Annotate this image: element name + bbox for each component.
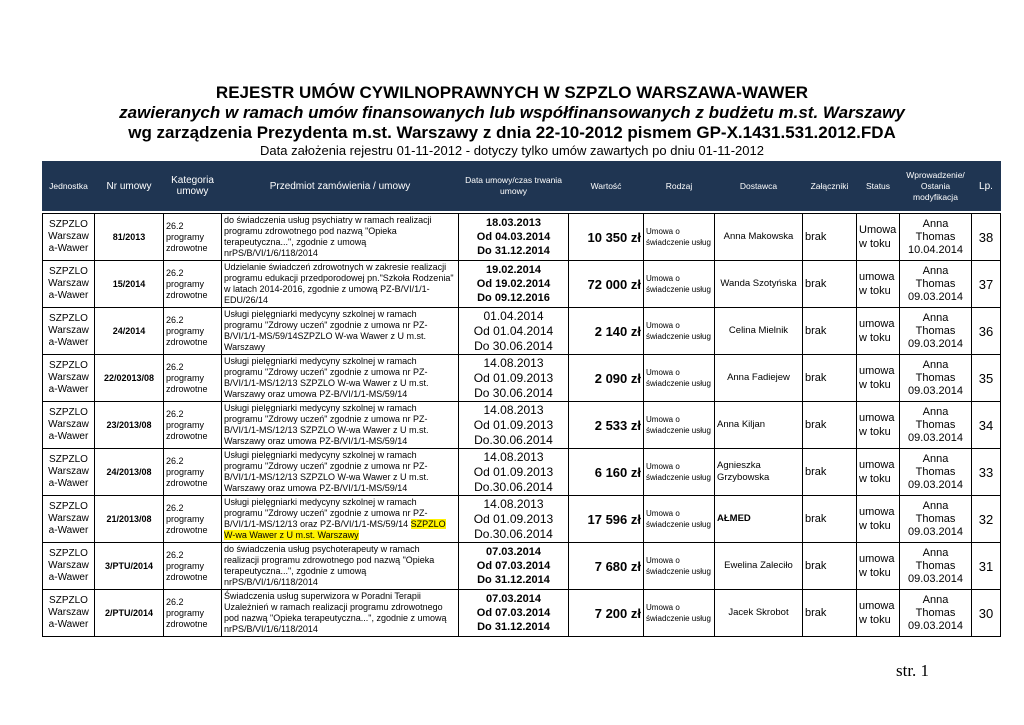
cell-dostawca: Anna Fadiejew xyxy=(715,355,803,402)
cell-data xyxy=(459,590,569,637)
date-signed: 14.08.2013 xyxy=(483,402,544,417)
cell-rodzaj: Umowa o świadczenie usług xyxy=(644,308,715,355)
cell-nr: 2/PTU/2014 xyxy=(95,590,164,637)
table-row xyxy=(43,496,1001,543)
contracts-table xyxy=(42,161,1001,637)
cell-nr: 24/2014 xyxy=(95,308,164,355)
date-signed: 07.03.2014 xyxy=(485,593,542,605)
cell-nr: 22/02013/08 xyxy=(95,355,164,402)
date-to: Do 30.06.2014 xyxy=(474,338,553,353)
cell-status: umowa w toku xyxy=(857,496,900,543)
cell-data xyxy=(459,496,569,543)
cell-jednostka: SZPZLO Warszaw a-Wawer xyxy=(43,402,95,449)
subject-text: Udzielanie świadczeń zdrowotnych w zakresie realizacji programu edukacji przedporodowej pn."Szkoła Rodzenia" w latach 2014-2016, zgodnie z umową PZ-B/VI/1/1-EDU/26/14 xyxy=(224,262,454,305)
cell-lp: 31 xyxy=(972,543,1001,590)
cell-przedmiot xyxy=(222,543,459,590)
col-wartosc: Wartość xyxy=(569,162,644,211)
date-signed: 07.03.2014 xyxy=(485,546,542,558)
cell-kategoria: 26.2 programy zdrowotne xyxy=(164,214,222,261)
subject-text: Świadczenia usług superwizora w Poradni Terapii Uzależnień w ramach realizacji programu zdrowotnego pod nazwą "Opieka terapeutyczna...", zgodnie z umową nrPS/B/VI/1/6/118/2014 xyxy=(224,591,447,634)
cell-data xyxy=(459,402,569,449)
col-zalaczniki: Załączniki xyxy=(803,162,857,211)
cell-lp: 30 xyxy=(972,590,1001,637)
subject-text: Usługi pielęgniarki medycyny szkolnej w ramach programu "Zdrowy uczeń" zgodnie z umowa nr PZ-B/VI/1/1-MS/12/13 SZPZLO W-wa Wawer z U m.st. Warszawy oraz umowa PZ-B/VI/1/1-MS/59/14 xyxy=(224,356,429,399)
col-kategoria: Kategoria umowy xyxy=(164,162,222,211)
table-row xyxy=(43,402,1001,449)
cell-kategoria: 26.2 programy zdrowotne xyxy=(164,449,222,496)
date-signed: 19.02.2014 xyxy=(485,264,542,276)
cell-wartosc: 72 000 zł xyxy=(569,261,644,308)
cell-jednostka: SZPZLO Warszaw a-Wawer xyxy=(43,261,95,308)
col-wprowadzenie: Wprowadzenie/ Ostania modyfikacja xyxy=(900,162,972,211)
cell-lp: 34 xyxy=(972,402,1001,449)
cell-kategoria: 26.2 programy zdrowotne xyxy=(164,496,222,543)
date-signed: 18.03.2013 xyxy=(485,217,542,229)
cell-nr: 81/2013 xyxy=(95,214,164,261)
date-from: Od 01.09.2013 xyxy=(473,464,554,479)
cell-rodzaj: Umowa o świadczenie usług xyxy=(644,214,715,261)
date-from: Od 01.09.2013 xyxy=(473,417,554,432)
subject-text: Usługi pielęgniarki medycyny szkolnej w ramach programu "Zdrowy uczeń" zgodnie z umowa nr PZ-B/VI/1/1-MS/12/13 SZPZLO W-wa Wawer z U m.st. Warszawy oraz umowa PZ-B/VI/1/1-MS/59/14 xyxy=(224,403,429,446)
date-to: Do.30.06.2014 xyxy=(474,432,553,447)
cell-status: umowa w toku xyxy=(857,308,900,355)
cell-przedmiot xyxy=(222,214,459,261)
cell-przedmiot xyxy=(222,355,459,402)
cell-wprowadzenie: Anna Thomas 09.03.2014 xyxy=(900,308,972,355)
cell-wprowadzenie: Anna Thomas 09.03.2014 xyxy=(900,496,972,543)
cell-zalaczniki: brak xyxy=(803,543,857,590)
cell-status: Umowa w toku xyxy=(857,214,900,261)
date-to: Do 31.12.2014 xyxy=(477,245,550,257)
cell-lp: 35 xyxy=(972,355,1001,402)
cell-wprowadzenie: Anna Thomas 09.03.2014 xyxy=(900,355,972,402)
cell-lp: 32 xyxy=(972,496,1001,543)
date-from: Od 01.09.2013 xyxy=(473,511,554,526)
subject-text: do świadczenia usług psychoterapeuty w ramach realizacji programu zdrowotnego pod nazwą "Opieka terapeutyczna...", zgodnie z umową nrPS/B/VI/1/6/118/2014 xyxy=(224,544,435,587)
cell-jednostka: SZPZLO Warszaw a-Wawer xyxy=(43,496,95,543)
date-from: Od 19.02.2014 xyxy=(476,278,551,290)
cell-wartosc: 2 090 zł xyxy=(569,355,644,402)
subject-text: Usługi pielęgniarki medycyny szkolnej w ramach programu "Zdrowy uczeń" zgodnie z umowa nr PZ-B/VI/1/1-MS/12/13 SZPZLO W-wa Wawer z U m.st. Warszawy oraz umowa PZ-B/VI/1/1-MS/59/14 xyxy=(224,450,429,493)
col-dostawca: Dostawca xyxy=(715,162,803,211)
cell-nr: 24/2013/08 xyxy=(95,449,164,496)
cell-przedmiot xyxy=(222,590,459,637)
col-data: Data umowy/czas trwania umowy xyxy=(459,162,569,211)
cell-dostawca: Anna Makowska xyxy=(715,214,803,261)
date-signed: 01.04.2014 xyxy=(483,308,544,323)
cell-nr: 3/PTU/2014 xyxy=(95,543,164,590)
cell-jednostka: SZPZLO Warszaw a-Wawer xyxy=(43,590,95,637)
cell-kategoria: 26.2 programy zdrowotne xyxy=(164,590,222,637)
cell-kategoria: 26.2 programy zdrowotne xyxy=(164,355,222,402)
date-to: Do.30.06.2014 xyxy=(474,479,553,494)
page-number: str. 1 xyxy=(896,661,930,680)
table-row xyxy=(43,355,1001,402)
cell-wartosc: 10 350 zł xyxy=(569,214,644,261)
cell-wartosc: 6 160 zł xyxy=(569,449,644,496)
cell-lp: 38 xyxy=(972,214,1001,261)
cell-data xyxy=(459,214,569,261)
cell-data xyxy=(459,308,569,355)
cell-dostawca: Ewelina Zaleciło xyxy=(715,543,803,590)
subject-text: Usługi pielęgniarki medycyny szkolnej w ramach programu "Zdrowy uczeń" zgodnie z umowa nr PZ-B/VI/1/1-MS/12/13 oraz PZ-B/VI/1/1-MS/59/14 xyxy=(224,497,428,529)
date-signed: 14.08.2013 xyxy=(483,355,544,370)
cell-zalaczniki: brak xyxy=(803,214,857,261)
col-jednostka: Jednostka xyxy=(43,162,95,211)
col-status: Status xyxy=(857,162,900,211)
cell-status: umowa w toku xyxy=(857,449,900,496)
table-row xyxy=(43,449,1001,496)
date-to: Do 31.12.2014 xyxy=(477,621,550,633)
cell-wprowadzenie: Anna Thomas 09.03.2014 xyxy=(900,543,972,590)
cell-kategoria: 26.2 programy zdrowotne xyxy=(164,308,222,355)
cell-lp: 33 xyxy=(972,449,1001,496)
col-lp: Lp. xyxy=(972,162,1001,211)
cell-przedmiot xyxy=(222,308,459,355)
cell-rodzaj: Umowa o świadczenie usług xyxy=(644,261,715,308)
col-przedmiot: Przedmiot zamówienia / umowy xyxy=(222,162,459,211)
cell-rodzaj: Umowa o świadczenie usług xyxy=(644,496,715,543)
cell-rodzaj: Umowa o świadczenie usług xyxy=(644,449,715,496)
cell-wprowadzenie: Anna Thomas 09.03.2014 xyxy=(900,261,972,308)
cell-zalaczniki: brak xyxy=(803,402,857,449)
table-body xyxy=(43,214,1001,637)
cell-dostawca: Jacek Skrobot xyxy=(715,590,803,637)
cell-wartosc: 2 533 zł xyxy=(569,402,644,449)
date-from: Od 01.09.2013 xyxy=(473,370,554,385)
cell-zalaczniki: brak xyxy=(803,355,857,402)
cell-dostawca: Wanda Szotyńska xyxy=(715,261,803,308)
subject-highlight: SZPZLO W-wa Wawer z U m.st. Warszawy xyxy=(224,519,446,540)
cell-wprowadzenie: Anna Thomas 09.03.2014 xyxy=(900,590,972,637)
cell-status: umowa w toku xyxy=(857,543,900,590)
date-signed: 14.08.2013 xyxy=(483,496,544,511)
table-row xyxy=(43,214,1001,261)
cell-wartosc: 2 140 zł xyxy=(569,308,644,355)
cell-przedmiot xyxy=(222,402,459,449)
cell-zalaczniki: brak xyxy=(803,261,857,308)
cell-lp: 37 xyxy=(972,261,1001,308)
cell-jednostka: SZPZLO Warszaw a-Wawer xyxy=(43,355,95,402)
cell-lp: 36 xyxy=(972,308,1001,355)
table-row xyxy=(43,590,1001,637)
cell-wprowadzenie: Anna Thomas 09.03.2014 xyxy=(900,449,972,496)
cell-data xyxy=(459,449,569,496)
cell-rodzaj: Umowa o świadczenie usług xyxy=(644,590,715,637)
subject-text: do świadczenia usług psychiatry w ramach realizacji programu zdrowotnego pod nazwą "Opieka terapeutyczna...", zgodnie z umową nrPS/B/VI/1/6/118/2014 xyxy=(224,215,432,258)
regulation-line: wg zarządzenia Prezydenta m.st. Warszawy z dnia 22-10-2012 pismem GP-X.1431.531.2012.FDA xyxy=(128,123,896,142)
cell-jednostka: SZPZLO Warszaw a-Wawer xyxy=(43,543,95,590)
cell-dostawca: AŁMED xyxy=(715,496,803,543)
cell-status: umowa w toku xyxy=(857,590,900,637)
date-to: Do 31.12.2014 xyxy=(477,574,550,586)
table-row xyxy=(43,543,1001,590)
cell-jednostka: SZPZLO Warszaw a-Wawer xyxy=(43,308,95,355)
cell-wprowadzenie: Anna Thomas 09.03.2014 xyxy=(900,402,972,449)
cell-kategoria: 26.2 programy zdrowotne xyxy=(164,261,222,308)
table-header xyxy=(43,162,1001,211)
date-signed: 14.08.2013 xyxy=(483,449,544,464)
date-from: Od 07.03.2014 xyxy=(476,607,551,619)
cell-jednostka: SZPZLO Warszaw a-Wawer xyxy=(43,449,95,496)
cell-status: umowa w toku xyxy=(857,355,900,402)
cell-przedmiot xyxy=(222,496,459,543)
date-from: Od 04.03.2014 xyxy=(476,231,551,243)
cell-data xyxy=(459,261,569,308)
page-subtitle: zawieranych w ramach umów finansowanych lub współfinansowanych z budżetu m.st. Warszawy xyxy=(119,103,905,122)
cell-status: umowa w toku xyxy=(857,261,900,308)
cell-przedmiot xyxy=(222,261,459,308)
cell-dostawca: Anna Kiljan xyxy=(715,402,803,449)
cell-rodzaj: Umowa o świadczenie usług xyxy=(644,355,715,402)
cell-data xyxy=(459,355,569,402)
date-from: Od 01.04.2014 xyxy=(473,323,554,338)
date-from: Od 07.03.2014 xyxy=(476,560,551,572)
register-note: Data założenia rejestru 01-11-2012 - dotyczy tylko umów zawartych po dniu 01-11-2012 xyxy=(260,143,764,158)
cell-nr: 21/2013/08 xyxy=(95,496,164,543)
date-to: Do.30.06.2014 xyxy=(474,526,553,541)
cell-dostawca: Agnieszka Grzybowska xyxy=(715,449,803,496)
cell-status: umowa w toku xyxy=(857,402,900,449)
cell-kategoria: 26.2 programy zdrowotne xyxy=(164,402,222,449)
cell-data xyxy=(459,543,569,590)
date-to: Do 09.12.2016 xyxy=(477,292,550,304)
document-header xyxy=(0,82,1024,158)
cell-wartosc: 7 200 zł xyxy=(569,590,644,637)
table-row xyxy=(43,308,1001,355)
cell-rodzaj: Umowa o świadczenie usług xyxy=(644,543,715,590)
cell-zalaczniki: brak xyxy=(803,496,857,543)
table-row xyxy=(43,261,1001,308)
cell-zalaczniki: brak xyxy=(803,449,857,496)
cell-nr: 15/2014 xyxy=(95,261,164,308)
cell-zalaczniki: brak xyxy=(803,308,857,355)
col-rodzaj: Rodzaj xyxy=(644,162,715,211)
col-nr: Nr umowy xyxy=(95,162,164,211)
cell-nr: 23/2013/08 xyxy=(95,402,164,449)
cell-jednostka: SZPZLO Warszaw a-Wawer xyxy=(43,214,95,261)
cell-wprowadzenie: Anna Thomas 10.04.2014 xyxy=(900,214,972,261)
cell-wartosc: 7 680 zł xyxy=(569,543,644,590)
subject-text: Usługi pielęgniarki medycyny szkolnej w ramach programu "Zdrowy uczeń" zgodnie z umowa nr PZ-B/VI/1/1-MS/59/14SZPZLO W-wa Wawer z U m.st. Warszawy xyxy=(224,309,428,352)
cell-przedmiot xyxy=(222,449,459,496)
cell-wartosc: 17 596 zł xyxy=(569,496,644,543)
cell-dostawca: Celina Mielnik xyxy=(715,308,803,355)
cell-zalaczniki: brak xyxy=(803,590,857,637)
date-to: Do 30.06.2014 xyxy=(474,385,553,400)
cell-rodzaj: Umowa o świadczenie usług xyxy=(644,402,715,449)
page-title: REJESTR UMÓW CYWILNOPRAWNYCH W SZPZLO WARSZAWA-WAWER xyxy=(215,83,809,102)
cell-kategoria: 26.2 programy zdrowotne xyxy=(164,543,222,590)
